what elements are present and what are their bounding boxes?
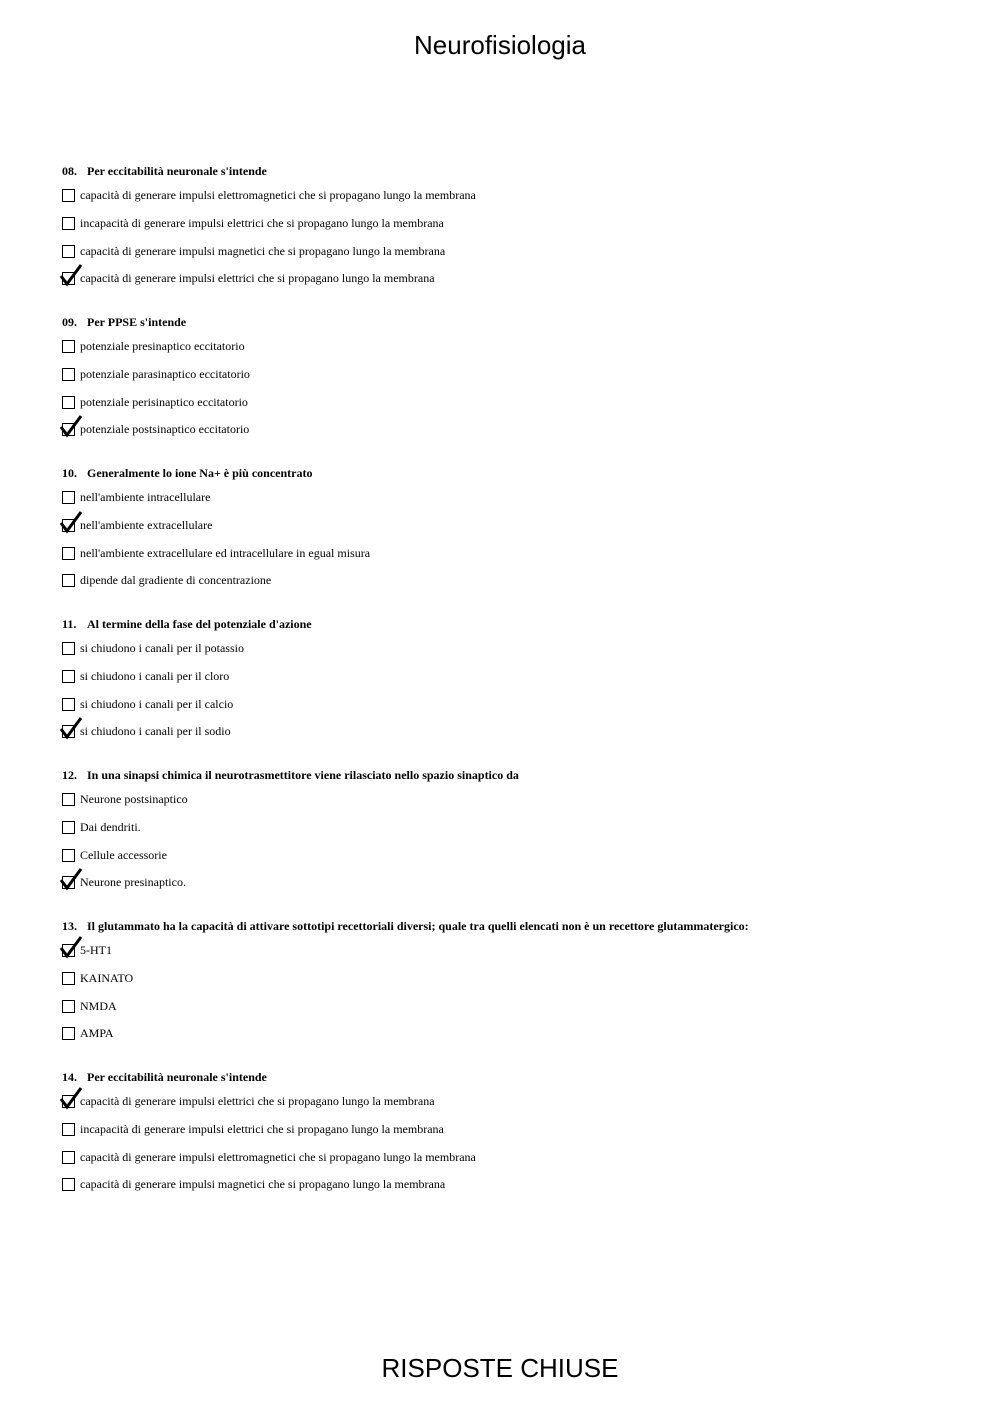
checkbox[interactable] (62, 1027, 75, 1040)
option-text: nell'ambiente extracellulare (80, 517, 213, 532)
option-text: potenziale perisinaptico eccitatorio (80, 394, 248, 409)
answer-option[interactable] (62, 944, 962, 972)
answer-option[interactable] (62, 1095, 962, 1123)
question (62, 313, 962, 464)
question (62, 917, 962, 1068)
answer-option[interactable] (62, 1151, 962, 1179)
option-text: Neurone presinaptico. (80, 875, 186, 890)
answer-option[interactable] (62, 217, 962, 245)
question-header (62, 615, 962, 633)
option-text: KAINATO (80, 970, 134, 985)
question-header (62, 313, 962, 331)
option-text: Cellule accessorie (80, 847, 167, 862)
checkbox[interactable] (62, 793, 75, 806)
option-text: si chiudono i canali per il cloro (80, 668, 230, 683)
answer-option[interactable] (62, 670, 962, 698)
question-number: 08. (62, 164, 77, 178)
option-text: 5-HT1 (80, 943, 112, 957)
answer-option[interactable] (62, 821, 962, 849)
question-text: Per eccitabilità neuronale s'intende (87, 164, 267, 178)
option-text: Neurone postsinaptico (80, 792, 188, 806)
option-text: potenziale parasinaptico eccitatorio (80, 366, 250, 381)
answer-option[interactable] (62, 972, 962, 1000)
checkbox[interactable] (62, 574, 75, 587)
option-text: dipende dal gradiente di concentrazione (80, 573, 272, 588)
question-number: 12. (62, 768, 77, 782)
checkbox[interactable] (62, 849, 75, 862)
option-text: AMPA (80, 1026, 114, 1041)
question-text: Al termine della fase del potenziale d'azione (87, 617, 312, 631)
checkbox[interactable] (62, 491, 75, 504)
answer-option[interactable] (62, 491, 962, 519)
answer-option[interactable] (62, 368, 962, 396)
question-number: 09. (62, 315, 77, 329)
option-text: capacità di generare impulsi magnetici che si propagano lungo la membrana (80, 243, 446, 258)
answer-option[interactable] (62, 547, 962, 575)
checkbox[interactable] (62, 1123, 75, 1136)
checkbox[interactable] (62, 189, 75, 202)
question-text: Generalmente lo ione Na+ è più concentrato (87, 466, 313, 480)
checkbox[interactable] (62, 217, 75, 230)
option-text: potenziale postsinaptico eccitatorio (80, 422, 250, 437)
checkbox[interactable] (62, 547, 75, 560)
answer-option[interactable] (62, 272, 962, 300)
answer-option[interactable] (62, 245, 962, 273)
checkbox[interactable] (62, 972, 75, 985)
checkbox[interactable] (62, 245, 75, 258)
page-title: Neurofisiologia (414, 30, 586, 60)
answer-option[interactable] (62, 698, 962, 726)
option-text: si chiudono i canali per il calcio (80, 696, 234, 711)
page-footer-title: RISPOSTE CHIUSE (381, 1353, 619, 1383)
checkbox[interactable] (62, 340, 75, 353)
question (62, 766, 962, 917)
checkbox[interactable] (62, 1000, 75, 1013)
question (62, 1068, 962, 1219)
question (62, 162, 962, 313)
question-header (62, 917, 962, 935)
answer-option[interactable] (62, 876, 962, 904)
option-text: nell'ambiente extracellulare ed intracellulare in egual misura (80, 545, 371, 560)
answer-option[interactable] (62, 849, 962, 877)
answer-option[interactable] (62, 519, 962, 547)
question (62, 464, 962, 615)
question-text: Il glutammato ha la capacità di attivare sottotipi recettoriali diversi; quale tra quelli elencati non è un recettore glutammatergico: (87, 919, 749, 933)
question-list (62, 162, 962, 1219)
option-text: capacità di generare impulsi elettrici che si propagano lungo la membrana (80, 271, 435, 286)
question-number: 14. (62, 1070, 77, 1084)
checkbox[interactable] (62, 1178, 75, 1191)
answer-option[interactable] (62, 423, 962, 451)
question-header (62, 766, 962, 784)
option-text: incapacità di generare impulsi elettrici che si propagano lungo la membrana (80, 1121, 444, 1136)
question (62, 615, 962, 766)
question-header (62, 464, 962, 482)
question-text: In una sinapsi chimica il neurotrasmettitore viene rilasciato nello spazio sinaptico da (87, 768, 519, 782)
option-text: capacità di generare impulsi elettromagnetici che si propagano lungo la membrana (80, 188, 476, 202)
checkbox[interactable] (62, 698, 75, 711)
checkbox[interactable] (62, 642, 75, 655)
answer-option[interactable] (62, 340, 962, 368)
answer-option[interactable] (62, 1123, 962, 1151)
option-text: si chiudono i canali per il sodio (80, 724, 231, 739)
option-text: capacità di generare impulsi elettrici che si propagano lungo la membrana (80, 1094, 435, 1108)
question-number: 10. (62, 466, 77, 480)
answer-option[interactable] (62, 1000, 962, 1028)
answer-option[interactable] (62, 1178, 962, 1206)
option-text: nell'ambiente intracellulare (80, 490, 211, 504)
option-text: Dai dendriti. (80, 819, 141, 834)
checkbox[interactable] (62, 396, 75, 409)
answer-option[interactable] (62, 793, 962, 821)
question-text: Per eccitabilità neuronale s'intende (87, 1070, 267, 1084)
option-text: capacità di generare impulsi magnetici che si propagano lungo la membrana (80, 1177, 446, 1192)
question-header (62, 1068, 962, 1086)
option-text: si chiudono i canali per il potassio (80, 641, 244, 655)
question-header (62, 162, 962, 180)
answer-option[interactable] (62, 642, 962, 670)
option-text: incapacità di generare impulsi elettrici che si propagano lungo la membrana (80, 215, 444, 230)
option-text: NMDA (80, 998, 117, 1013)
option-text: potenziale presinaptico eccitatorio (80, 339, 245, 353)
question-number: 13. (62, 919, 77, 933)
answer-option[interactable] (62, 396, 962, 424)
answer-option[interactable] (62, 725, 962, 753)
checkbox[interactable] (62, 368, 75, 381)
question-text: Per PPSE s'intende (87, 315, 187, 329)
option-text: capacità di generare impulsi elettromagnetici che si propagano lungo la membrana (80, 1149, 476, 1164)
question-number: 11. (62, 617, 77, 631)
answer-option[interactable] (62, 1027, 962, 1055)
checkbox[interactable] (62, 1151, 75, 1164)
answer-option[interactable] (62, 189, 962, 217)
checkbox[interactable] (62, 821, 75, 834)
checkbox[interactable] (62, 670, 75, 683)
answer-option[interactable] (62, 574, 962, 602)
